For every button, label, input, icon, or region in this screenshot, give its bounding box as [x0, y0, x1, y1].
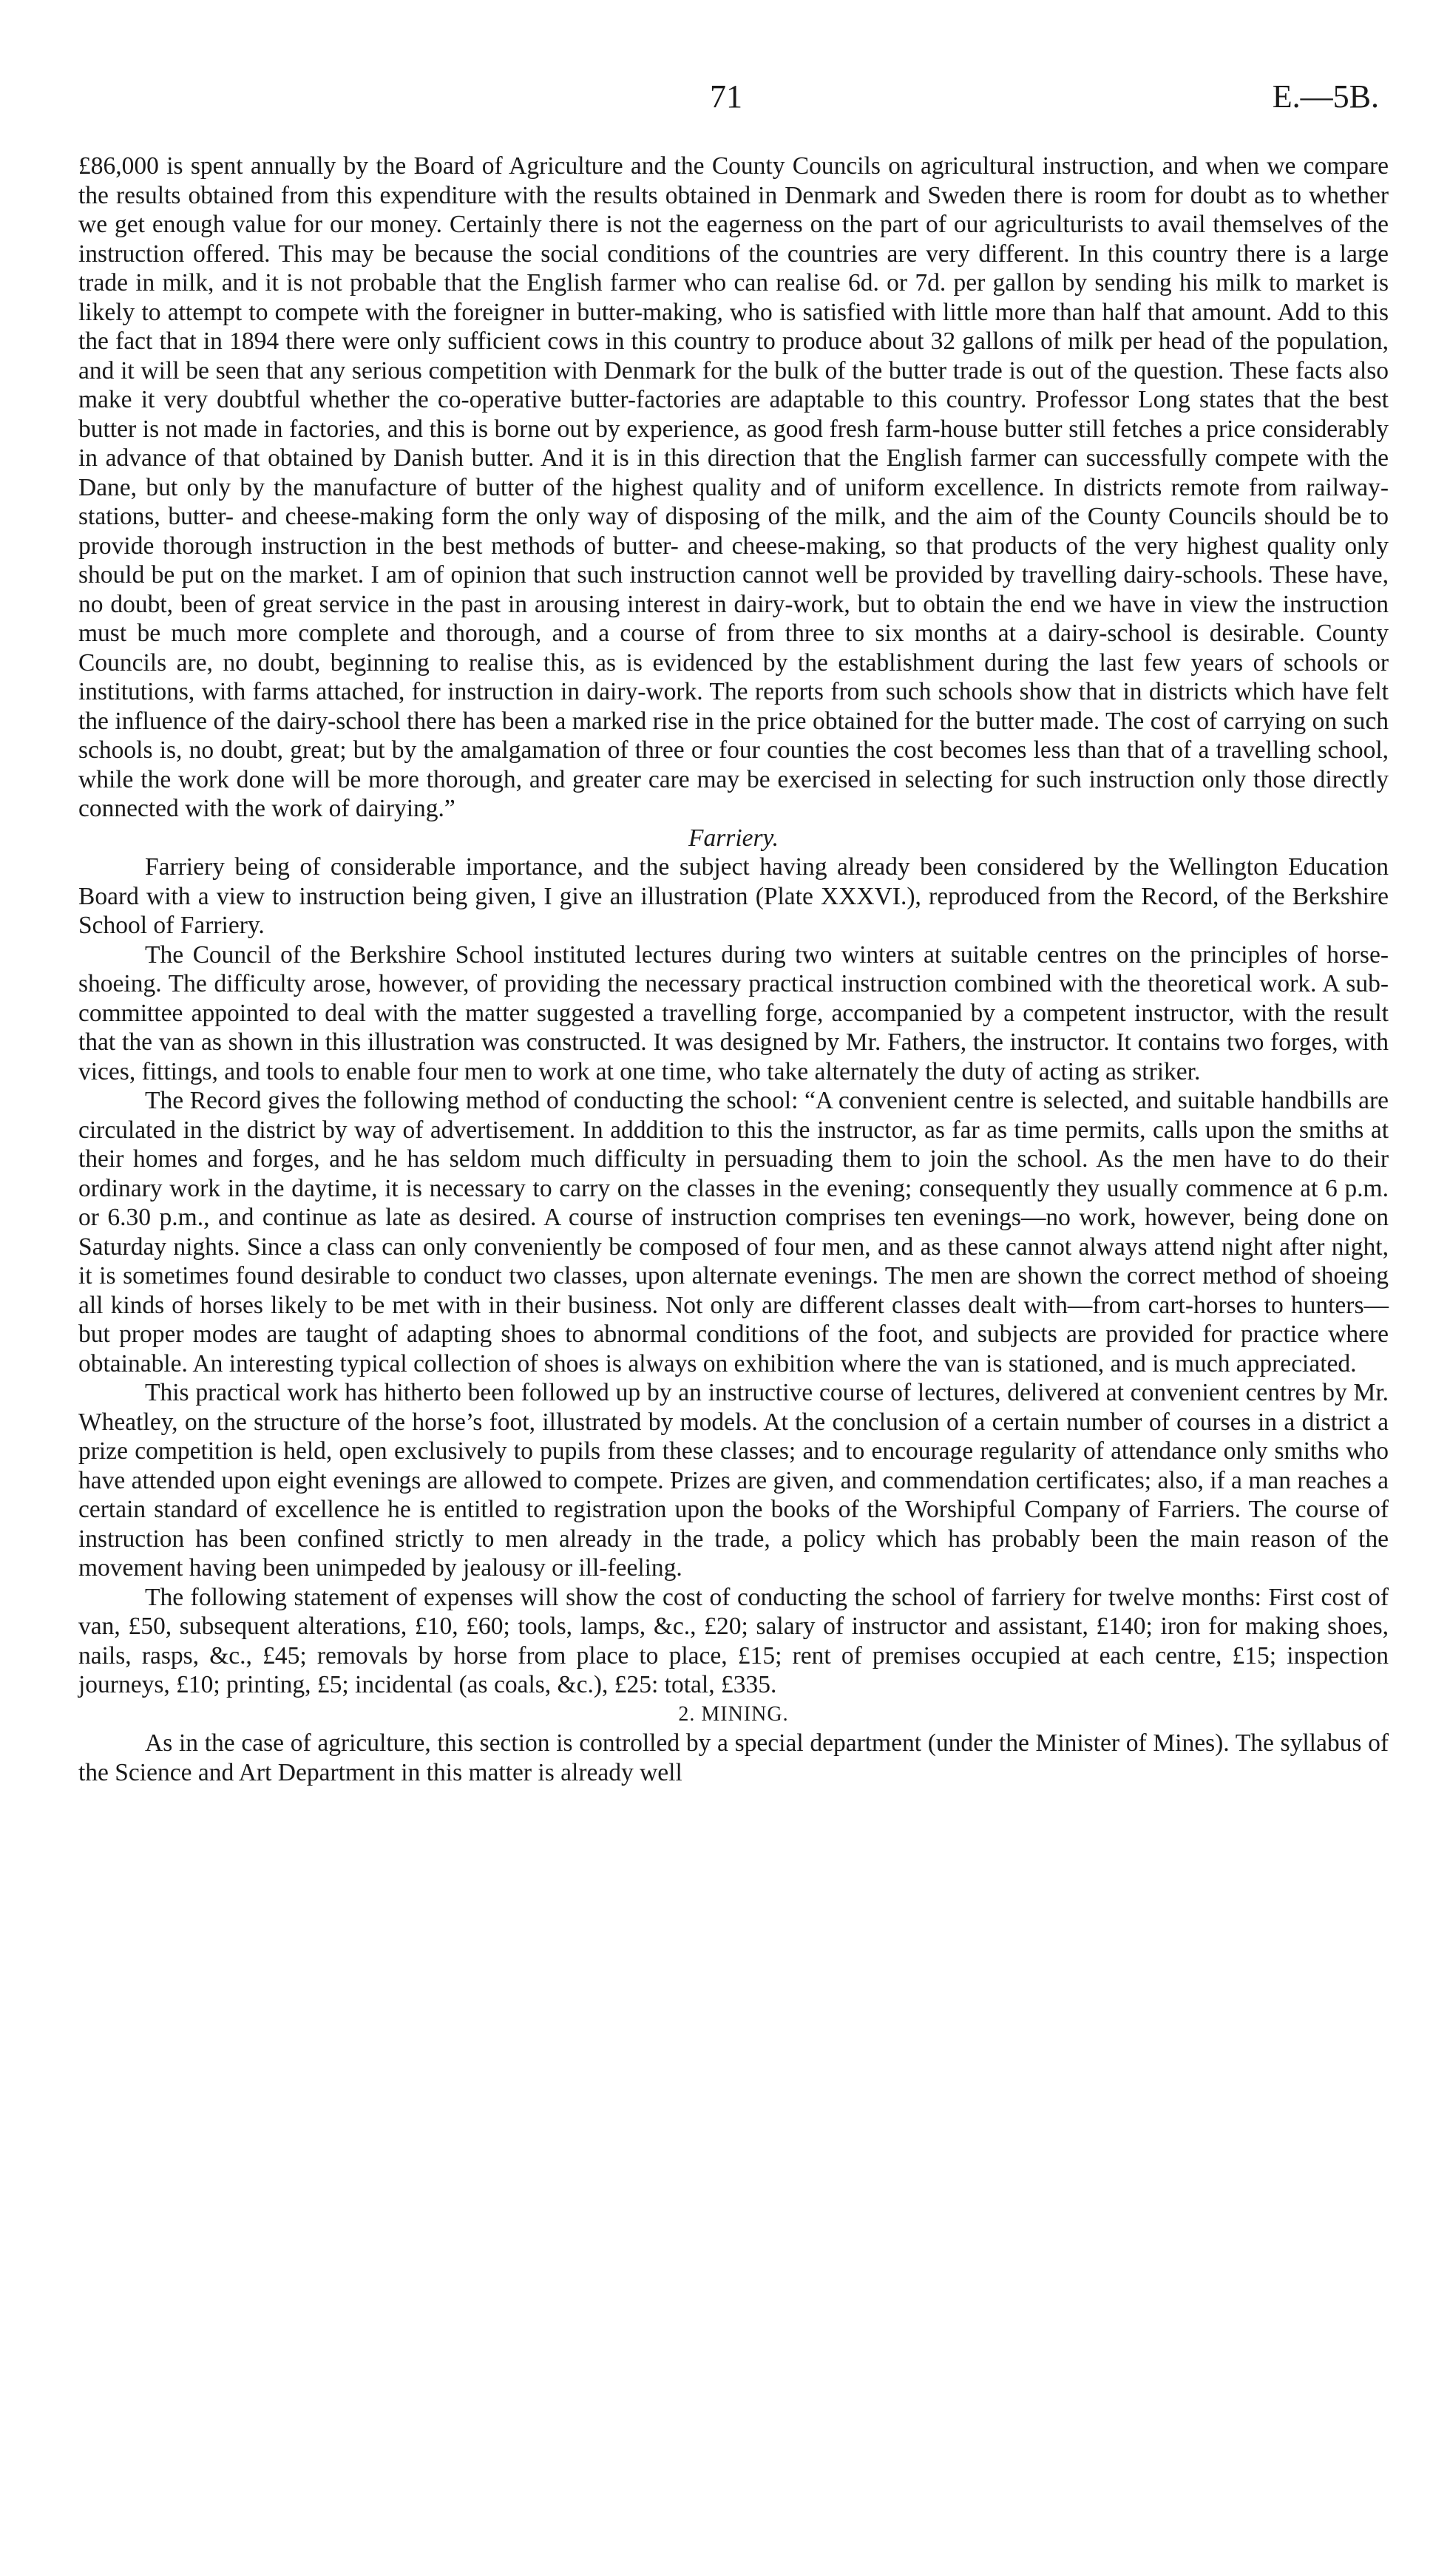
paragraph-mining: As in the case of agriculture, this section is controlled by a special department (under the Minister of Mines). The syllabus of the Science and Art Department in this matter is already well: [78, 1729, 1389, 1786]
paper-reference: E.—5B.: [1272, 78, 1379, 115]
paragraph-expenses: The following statement of expenses will show the cost of conducting the school of farriery for twelve months: First cost of van, £50, subsequent alterations, £10, £60; tools, lamps, &c., £20; salary of instructor and assistant, £140; iron for making shoes, nails, rasps, &c., £45; removals by horse from place to place, £15; rent of premises occupied at each centre, £15; inspection journeys, £10; printing, £5; incidental (as coals, &c.), £25: total, £335.: [78, 1583, 1389, 1698]
paragraph-lectures: This practical work has hitherto been followed up by an instructive course of lectures, delivered at convenient centres by Mr. Wheatley, on the structure of the horse’s foot, illustrated by models. At the conclusion of a certain number of courses in a district a prize competition is held, open exclusively to pupils from these classes; and to encourage regularity of attendance only smiths who have attended upon eight evenings are allowed to compete. Prizes are given, and commendation certificates; also, if a man reaches a certain standard of excellence he is entitled to registration upon the books of the Worshipful Company of Farriers. The course of instruction has been confined strictly to men already in the trade, a policy which has probably been the main reason of the movement having been unimpeded by jealousy or ill-feeling.: [78, 1379, 1389, 1582]
section-heading-mining: 2. MINING.: [678, 1702, 789, 1726]
body-text: [78, 152, 1389, 1787]
page-number: 71: [710, 78, 742, 115]
paragraph-record-method: The Record gives the following method of conducting the school: “A convenient centre is selected, and suitable handbills are circulated in the district by way of advertisement. In adddition to this the instructor, as far as time permits, calls upon the smiths at their homes and forges, and he has seldom much difficulty in persuading them to join the school. As the men have to do their ordinary work in the daytime, it is necessary to carry on the classes in the evening; consequently they usually commence at 6 p.m. or 6.30 p.m., and continue as late as desired. A course of instruction comprises ten evenings—no work, however, being done on Saturday nights. Since a class can only conveniently be composed of four men, and as these cannot always attend night after night, it is sometimes found desirable to conduct two classes, upon alternate evenings. The men are shown the correct method of shoeing all kinds of horses likely to be met with in their business. Not only are different classes dealt with—from cart-horses to hunters—but proper modes are taught of adapting shoes to abnormal conditions of the foot, and subjects are provided for practice where obtainable. An interesting typical collection of shoes is always on exhibition where the van is stationed, and is much appreciated.: [78, 1087, 1389, 1377]
section-heading-farriery: Farriery.: [688, 824, 779, 852]
paragraph-farriery-intro: Farriery being of considerable importance, and the subject having already been considered by the Wellington Education Board with a view to instruction being given, I give an illustration (Plate XXXVI.), reproduced from the Record, of the Berkshire School of Farriery.: [78, 853, 1389, 939]
paragraph-berkshire-council: The Council of the Berkshire School instituted lectures during two winters at suitable centres on the principles of horse-shoeing. The difficulty arose, however, of providing the necessary practical instruction combined with the theoretical work. A sub-committee appointed to deal with the matter suggested a travelling forge, accompanied by a competent instructor, with the result that the van as shown in this illustration was constructed. It was designed by Mr. Fathers, the instructor. It contains two forges, with vices, fittings, and tools to enable four men to work at one time, who take alternately the duty of acting as striker.: [78, 940, 1389, 1085]
paragraph-dairy-instruction: £86,000 is spent annually by the Board of Agriculture and the County Councils on agricultural instruction, and when we compare the results obtained from this expenditure with the results obtained in Denmark and Sweden there is room for doubt as to whether we get enough value for our money. Certainly there is not the eagerness on the part of our agriculturists to avail themselves of the instruction offered. This may be because the social conditions of the countries are very different. In this country there is a large trade in milk, and it is not probable that the English farmer who can realise 6d. or 7d. per gallon by sending his milk to market is likely to attempt to compete with the foreigner in butter-making, who is satisfied with little more than half that amount. Add to this the fact that in 1894 there were only sufficient cows in this country to produce about 32 gallons of milk per head of the population, and it will be seen that any serious competition with Denmark for the bulk of the butter trade is out of the question. These facts also make it very doubtful whether the co-operative butter-factories are adaptable to this country. Professor Long states that the best butter is not made in factories, and this is borne out by experience, as good fresh farm-house butter still fetches a price considerably in advance of that obtained by Danish butter. And it is in this direction that the English farmer can successfully compete with the Dane, but only by the manufacture of butter of the highest quality and of uniform excellence. In districts remote from railway-stations, butter- and cheese-making form the only way of disposing of the milk, and the aim of the County Councils should be to provide thorough instruction in the best methods of butter- and cheese-making, so that products of the very highest quality only should be put on the market. I am of opinion that such instruction cannot well be provided by travelling dairy-schools. These have, no doubt, been of great service in the past in arousing interest in dairy-work, but to obtain the end we have in view the instruction must be much more complete and thorough, and a course of from three to six months at a dairy-school is desirable. County Councils are, no doubt, beginning to realise this, as is evidenced by the establishment during the last few years of schools or institutions, with farms attached, for instruction in dairy-work. The reports from such schools show that in districts which have felt the influence of the dairy-school there has been a marked rise in the price obtained for the butter made. The cost of carrying on such schools is, no doubt, great; but by the amalgamation of three or four counties the cost becomes less than that of a travelling school, while the work done will be more thorough, and greater care may be exercised in selecting for such instruction only those directly connected with the work of dairying.”: [78, 152, 1389, 822]
page-header: [0, 78, 1450, 122]
